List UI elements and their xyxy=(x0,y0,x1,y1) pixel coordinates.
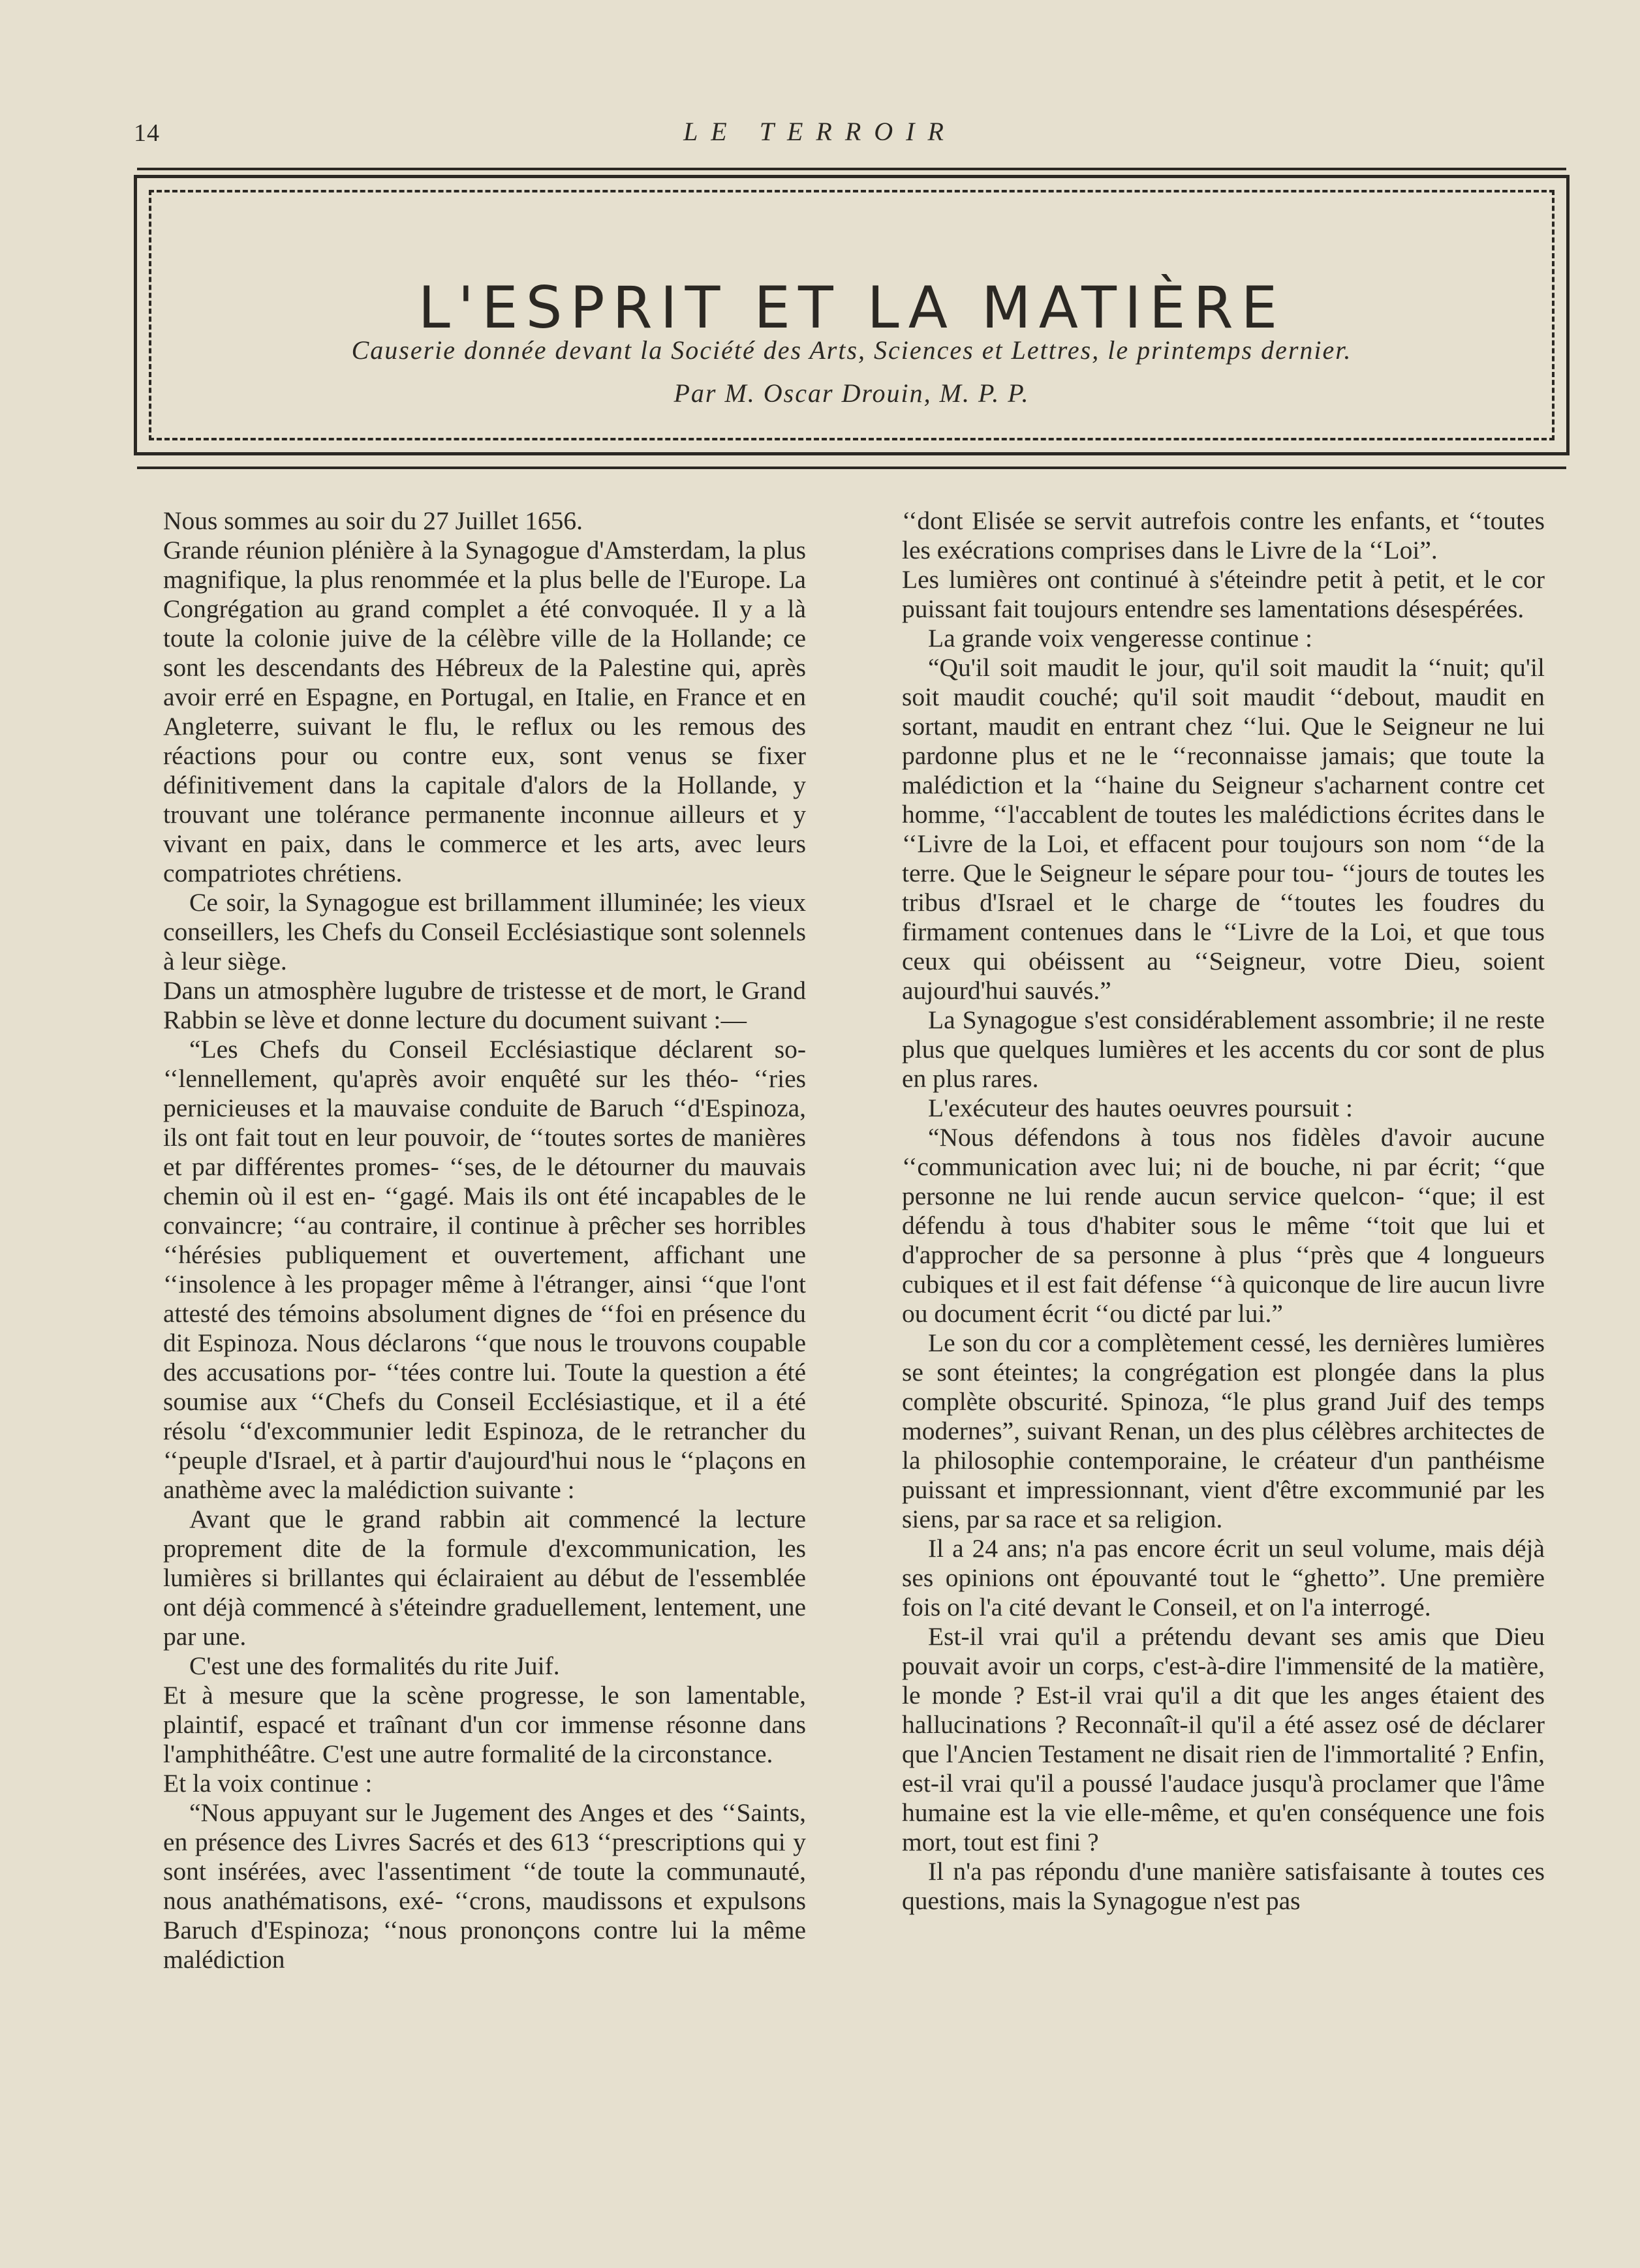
paragraph: Il n'a pas répondu d'une manière satisfaisante à toutes ces questions, mais la Synagogue n'est pas xyxy=(902,1857,1545,1915)
paragraph: Ce soir, la Synagogue est brillamment illuminée; les vieux conseillers, les Chefs du Conseil Ecclésiastique sont solennels à leur siège. xyxy=(163,888,806,975)
frame-top-rule xyxy=(137,168,1566,170)
quoted-paragraph: “Nous défendons à tous nos fidèles d'avoir aucune ‘‘communication avec lui; ni de bouche, ni par écrit; ‘‘que personne ne lui rende aucun service quelcon- ‘‘que; il est défendu à tous d'habiter sous le même ‘‘toit que lui et d'approcher de sa personne à plus ‘‘près que 4 longueurs cubiques et il est fait défense ‘‘à quiconque de lire aucun livre ou document écrit ‘‘ou dicté par lui.” xyxy=(902,1123,1545,1328)
paragraph: La Synagogue s'est considérablement assombrie; il ne reste plus que quelques lumières et les accents du cor sont de plus en plus rares. xyxy=(902,1005,1545,1093)
article-byline: Par M. Oscar Drouin, M. P. P. xyxy=(673,378,1030,408)
paragraph: Et la voix continue : xyxy=(163,1769,373,1798)
right-column xyxy=(902,506,1545,1916)
quoted-paragraph: “Les Chefs du Conseil Ecclésiastique déclarent so- ‘‘lennellement, qu'après avoir enquêté sur les théo- ‘‘ries pernicieuses et la mauvaise conduite de Baruch ‘‘d'Espinoza, ils ont fait tout en leur pouvoir, de ‘‘toutes sortes de manières et par différentes promes- ‘‘ses, de le détourner du mauvais chemin où il est en- ‘‘gagé. Mais ils ont été incapables de le convaincre; ‘‘au contraire, il continue à prêcher ses horribles ‘‘hérésies publiquement et ouvertement, affichant une ‘‘insolence à les propager même à l'étranger, ainsi ‘‘que l'ont attesté des témoins absolument dignes de ‘‘foi en présence du dit Espinoza. Nous déclarons ‘‘que nous le trouvons coupable des accusations por- ‘‘tées contre lui. Toute la question a été soumise aux ‘‘Chefs du Conseil Ecclésiastique, et il a été résolu ‘‘d'excommunier ledit Espinoza, de le retrancher du ‘‘peuple d'Israel, et à partir d'aujourd'hui nous le ‘‘plaçons en anathème avec la malédiction suivante : xyxy=(163,1035,806,1504)
quoted-paragraph: ‘‘dont Elisée se servit autrefois contre les enfants, et ‘‘toutes les exécrations comprises dans le Livre de la ‘‘Loi”. xyxy=(902,506,1545,564)
page-number: 14 xyxy=(134,119,160,147)
paragraph: L'exécuteur des hautes oeuvres poursuit : xyxy=(928,1094,1353,1122)
quoted-paragraph: “Nous appuyant sur le Jugement des Anges et des ‘‘Saints, en présence des Livres Sacrés et des 613 ‘‘prescriptions qui y sont insérées, avec l'assentiment ‘‘de toute la communauté, nous anathématisons, exé- ‘‘crons, maudissons et expulsons Baruch d'Espinoza; ‘‘nous prononçons contre lui la même malédiction xyxy=(163,1798,806,1974)
paragraph: Il a 24 ans; n'a pas encore écrit un seul volume, mais déjà ses opinions ont épouvanté tout le “ghetto”. Une première fois on l'a cité devant le Conseil, et on l'a interrogé. xyxy=(902,1534,1545,1621)
article-subtitle: Causerie donnée devant la Société des Arts, Sciences et Lettres, le printemps dernier. xyxy=(351,335,1352,365)
paragraph: Est-il vrai qu'il a prétendu devant ses amis que Dieu pouvait avoir un corps, c'est-à-dire l'immensité de la matière, le monde ? Est-il vrai qu'il a dit que les anges étaient des hallucinations ? Reconnaît-il qu'il a été assez osé de déclarer que l'Ancien Testament ne disait rien de l'immortalité ? Enfin, est-il vrai qu'il a poussé l'audace jusqu'à proclamer que l'âme humaine est la vie elle-même, et qu'en conséquence une fois mort, tout est fini ? xyxy=(902,1622,1545,1856)
paragraph: C'est une des formalités du rite Juif. xyxy=(189,1651,560,1680)
quoted-paragraph: “Qu'il soit maudit le jour, qu'il soit maudit la ‘‘nuit; qu'il soit maudit couché; qu'il soit maudit ‘‘debout, maudit en sortant, maudit en entrant chez ‘‘lui. Que le Seigneur ne lui pardonne plus et ne le ‘‘reconnaisse jamais; que toute la malédiction et la ‘‘haine du Seigneur s'acharnent contre cet homme, ‘‘l'accablent de toutes les malédictions écrites dans le ‘‘Livre de la Loi, et effacent pour toujours son nom ‘‘de la terre. Que le Seigneur le sépare pour tou- ‘‘jours de toutes les tribus d'Israel et le charge de ‘‘toutes les foudres du firmament contenues dans le ‘‘Livre de la Loi, et que tous ceux qui obéissent au ‘‘Seigneur, votre Dieu, soient aujourd'hui sauvés.” xyxy=(902,653,1545,1005)
paragraph: Les lumières ont continué à s'éteindre petit à petit, et le cor puissant fait toujours entendre ses lamentations désespérées. xyxy=(902,565,1545,623)
frame-bottom-rule xyxy=(137,467,1566,469)
paragraph: Avant que le grand rabbin ait commencé la lecture proprement dite de la formule d'excommunication, les lumières si brillantes qui éclairaient au début de l'essemblée ont déjà commencé à s'éteindre graduellement, lentement, une par une. xyxy=(163,1505,806,1651)
paragraph: Grande réunion plénière à la Synagogue d'Amsterdam, la plus magnifique, la plus renommée et la plus belle de l'Europe. La Congrégation au grand complet a été convoquée. Il y a là toute la colonie juive de la célèbre ville de la Hollande; ce sont les descendants des Hébreux de la Palestine qui, après avoir erré en Espagne, en Portugal, en Italie, en France et en Angleterre, suivant le flu, le reflux ou les remous des réactions pour ou contre eux, sont venus se fixer définitivement dans la capitale d'alors de la Hollande, y trouvant une tolérance permanente inconnue ailleurs et y vivant en paix, dans le commerce et les arts, avec leurs compatriotes chrétiens. xyxy=(163,536,806,887)
left-column xyxy=(163,506,806,1974)
title-frame xyxy=(134,175,1570,455)
paragraph: Et à mesure que la scène progresse, le son lamentable, plaintif, espacé et traînant d'un cor immense résonne dans l'amphithéâtre. C'est une autre formalité de la circonstance. xyxy=(163,1681,806,1768)
paragraph: Nous sommes au soir du 27 Juillet 1656. xyxy=(163,506,583,535)
paragraph: Dans un atmosphère lugubre de tristesse et de mort, le Grand Rabbin se lève et donne lecture du document suivant :— xyxy=(163,976,806,1034)
paragraph: Le son du cor a complètement cessé, les dernières lumières se sont éteintes; la congrégation est plongée dans la plus complète obscurité. Spinoza, “le plus grand Juif des temps modernes”, suivant Renan, un des plus célèbres architectes de la philosophie contemporaine, le créateur d'un panthéisme puissant et impressionnant, vient d'être excommunié par les siens, par sa race et sa religion. xyxy=(902,1328,1545,1533)
running-head-title: LE TERROIR xyxy=(683,117,957,146)
article-title: L'ESPRIT ET LA MATIÈRE xyxy=(418,273,1286,341)
paragraph: La grande voix vengeresse continue : xyxy=(928,624,1312,652)
